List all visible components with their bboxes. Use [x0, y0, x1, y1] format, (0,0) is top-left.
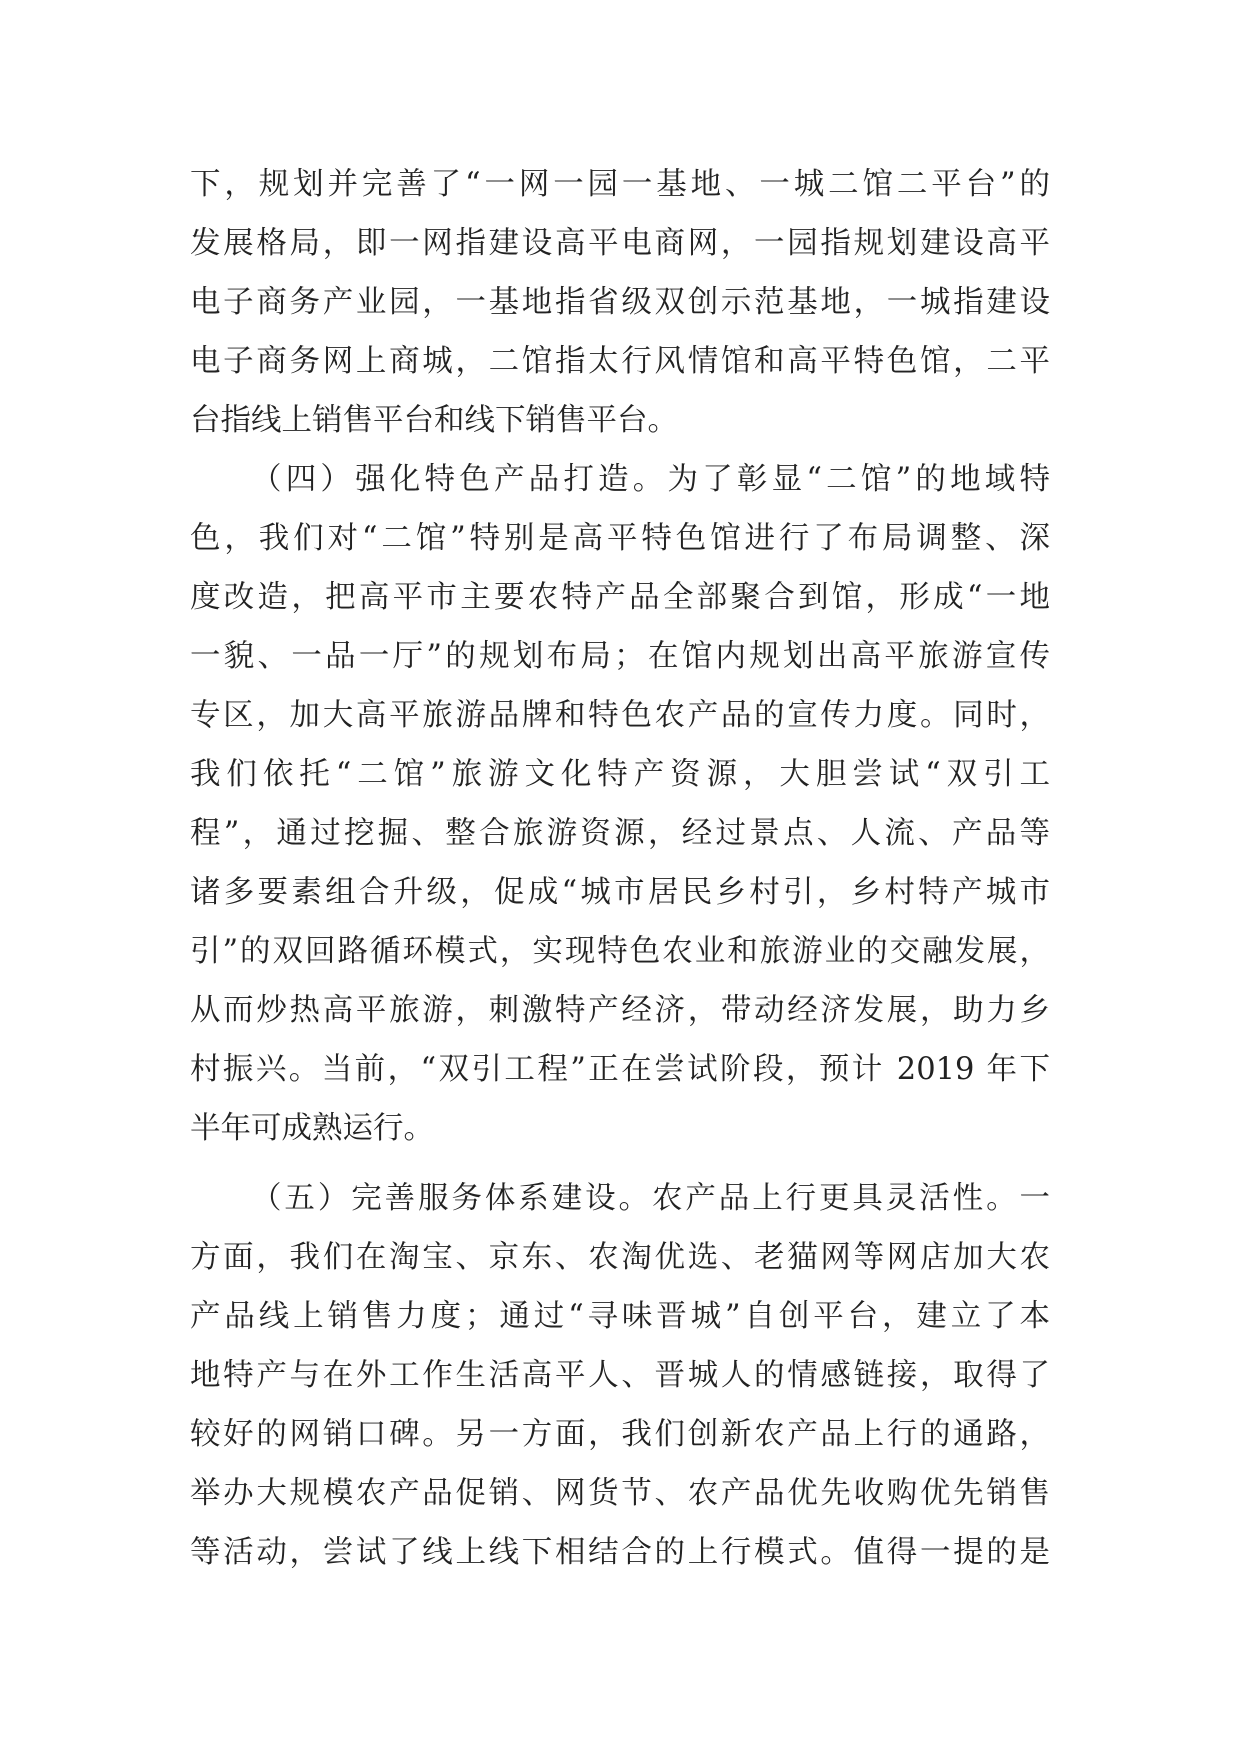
- text-line: 半年可成熟运行。: [190, 1111, 434, 1146]
- text-line: 一貌、一品一厅”的规划布局；在馆内规划出高平旅游宣传: [190, 639, 1050, 674]
- text-line: 我们依托“二馆”旅游文化特产资源，大胆尝试“双引工: [190, 757, 1050, 792]
- text-line: 较好的网销口碑。另一方面，我们创新农产品上行的通路，: [190, 1417, 1050, 1452]
- text-line: 方面，我们在淘宝、京东、农淘优选、老猫网等网店加大农: [190, 1240, 1050, 1275]
- text-line: 电子商务产业园，一基地指省级双创示范基地，一城指建设: [190, 285, 1050, 320]
- body-text: [190, 155, 1050, 1582]
- text-line: 电子商务网上商城，二馆指太行风情馆和高平特色馆，二平: [190, 344, 1050, 379]
- text-line: 发展格局，即一网指建设高平电商网，一园指规划建设高平: [190, 226, 1050, 261]
- text-line: （五）完善服务体系建设。农产品上行更具灵活性。一: [251, 1181, 1050, 1216]
- paragraph-section-four: [190, 450, 1050, 1158]
- paragraph-section-five: [190, 1169, 1050, 1582]
- text-line: 专区，加大高平旅游品牌和特色农产品的宣传力度。同时，: [190, 698, 1050, 733]
- text-line: 引”的双回路循环模式，实现特色农业和旅游业的交融发展，: [190, 934, 1050, 969]
- text-line: 色，我们对“二馆”特别是高平特色馆进行了布局调整、深: [190, 521, 1050, 556]
- text-line: 下，规划并完善了“一网一园一基地、一城二馆二平台”的: [190, 167, 1050, 202]
- paragraph-layout-plan: [190, 155, 1050, 450]
- text-line: 村振兴。当前，“双引工程”正在尝试阶段，预计 2019 年下: [190, 1052, 1050, 1087]
- text-line: 台指线上销售平台和线下销售平台。: [190, 403, 678, 438]
- text-line: （四）强化特色产品打造。为了彰显“二馆”的地域特: [251, 462, 1050, 497]
- text-line: 从而炒热高平旅游，刺激特产经济，带动经济发展，助力乡: [190, 993, 1050, 1028]
- text-line: 等活动，尝试了线上线下相结合的上行模式。值得一提的是: [190, 1535, 1050, 1570]
- text-line: 地特产与在外工作生活高平人、晋城人的情感链接，取得了: [190, 1358, 1050, 1393]
- text-line: 举办大规模农产品促销、网货节、农产品优先收购优先销售: [190, 1476, 1050, 1511]
- paragraph-gap: [190, 1158, 1050, 1169]
- text-line: 产品线上销售力度；通过“寻味晋城”自创平台，建立了本: [190, 1299, 1050, 1334]
- text-line: 诸多要素组合升级，促成“城市居民乡村引，乡村特产城市: [190, 875, 1050, 910]
- text-line: 度改造，把高平市主要农特产品全部聚合到馆，形成“一地: [190, 580, 1050, 615]
- text-line: 程”，通过挖掘、整合旅游资源，经过景点、人流、产品等: [190, 816, 1050, 851]
